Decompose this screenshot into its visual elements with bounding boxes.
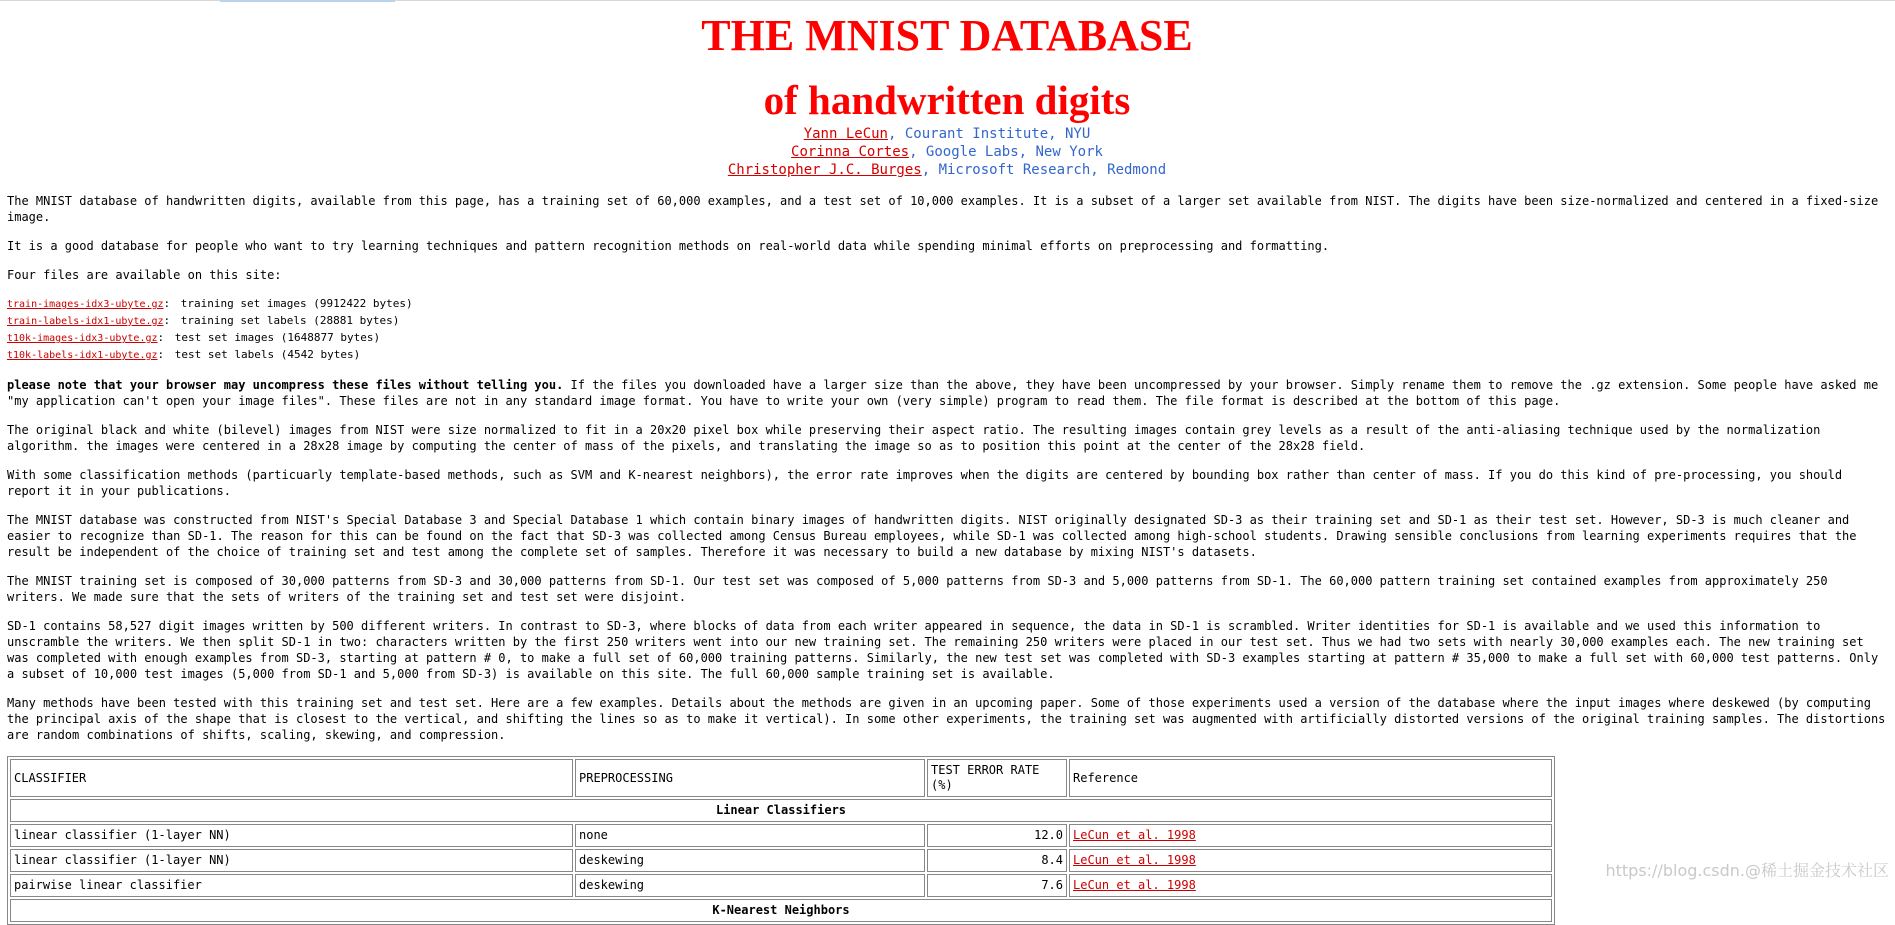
- file-desc: test set labels (4542 bytes): [174, 348, 361, 361]
- methods-paragraph: Many methods have been tested with this training set and test set. Here are a few examples. Details about the methods are given in an upcoming paper. Some of those experiments used a version of the database where the input images where deskewed (by computing the principal axis of the shape that is closest to the vertical, and shifting the lines so as to make it vertical). In some other experiments, the training set was augmented with artificially distorted versions of the original training samples. The distortions are random combinations of shifts, scaling, skewing, and compression.: [7, 696, 1886, 742]
- header-error-rate: TEST ERROR RATE (%): [927, 759, 1067, 797]
- construction-paragraph: The MNIST database was constructed from NIST's Special Database 3 and Special Database 1 which contain binary images of handwritten digits. NIST originally designated SD-3 as their training set and SD-1 as their test set. However, SD-3 is much cleaner and easier to recognize than SD-1. The reason for this can be found on the fact that SD-3 was collected among Census Bureau employees, while SD-1 was collected among high-school students. Drawing sensible conclusions from learning experiments requires that the result be independent of the choice of training set and test among the complete set of samples. Therefore it was necessary to build a new database by mixing NIST's datasets.: [7, 513, 1857, 559]
- cell-classifier: pairwise linear classifier: [10, 874, 573, 897]
- cell-reference: [1069, 824, 1552, 847]
- table-header-row: [10, 759, 1552, 797]
- cell-preprocessing: deskewing: [575, 874, 925, 897]
- author-line: [7, 161, 1887, 179]
- file-row: train-images-idx3-ubyte.gz: training set images (9912422 bytes): [7, 297, 413, 310]
- page-subtitle: of handwritten digits: [763, 77, 1131, 123]
- training-set-paragraph: The MNIST training set is composed of 30,000 patterns from SD-3 and 30,000 patterns from SD-1. Our test set was composed of 5,000 patterns from SD-3 and 5,000 patterns from SD-1. The 60,000 pattern training set contained examples from approximately 250 writers. We made sure that the sets of writers of the training set and test set were disjoint.: [7, 574, 1828, 604]
- file-link-train-images[interactable]: train-images-idx3-ubyte.gz: [7, 299, 164, 310]
- file-desc: test set images (1648877 bytes): [174, 331, 381, 344]
- authors-block: [7, 125, 1887, 179]
- file-row: train-labels-idx1-ubyte.gz: training set labels (28881 bytes): [7, 314, 400, 327]
- author-link-burges[interactable]: Christopher J.C. Burges: [727, 162, 922, 178]
- four-files-label: Four files are available on this site:: [7, 268, 282, 282]
- original-images-paragraph: The original black and white (bilevel) images from NIST were size normalized to fit in a 20x20 pixel box while preserving their aspect ratio. The resulting images contain grey levels as a result of the anti-aliasing technique used by the normalization algorithm. the images were centered in a 28x28 image by computing the center of mass of the pixels, and translating the image so as to position this point at the center of the 28x28 field.: [7, 423, 1821, 453]
- author-affiliation: , Courant Institute, NYU: [888, 126, 1091, 142]
- file-link-test-labels[interactable]: t10k-labels-idx1-ubyte.gz: [7, 350, 158, 361]
- author-line: [7, 143, 1887, 161]
- section-row: [10, 799, 1552, 822]
- results-table: [7, 756, 1555, 925]
- cell-reference: [1069, 874, 1552, 897]
- file-desc: training set labels (28881 bytes): [180, 314, 400, 327]
- page-content: [7, 6, 1887, 925]
- author-line: [7, 125, 1887, 143]
- table-row: [10, 849, 1552, 872]
- section-k-nearest-neighbors: K-Nearest Neighbors: [10, 899, 1552, 922]
- author-link-cortes[interactable]: Corinna Cortes: [791, 144, 910, 160]
- page-title: THE MNIST DATABASE: [701, 11, 1193, 60]
- reference-link[interactable]: LeCun et al. 1998: [1073, 828, 1196, 842]
- file-link-train-labels[interactable]: train-labels-idx1-ubyte.gz: [7, 316, 164, 327]
- note-bold: please note that your browser may uncompress these files without telling you.: [7, 378, 564, 392]
- reference-link[interactable]: LeCun et al. 1998: [1073, 853, 1196, 867]
- reference-link[interactable]: LeCun et al. 1998: [1073, 878, 1196, 892]
- cell-error-rate: 7.6: [927, 874, 1067, 897]
- cell-reference: [1069, 849, 1552, 872]
- cell-error-rate: 8.4: [927, 849, 1067, 872]
- note-text: If the files you downloaded have a larger size than the above, they have been uncompressed by your browser. Simply rename them to remove the .gz extension. Some people have asked me "my application can't open your image files". These files are not in any standard image format. You have to write your own (very simple) program to read them. The file format is described at the bottom of this page.: [7, 378, 1879, 408]
- intro-paragraph: The MNIST database of handwritten digits, available from this page, has a training set of 60,000 examples, and a test set of 10,000 examples. It is a subset of a larger set available from NIST. The digits have been size-normalized and centered in a fixed-size image.: [7, 194, 1879, 224]
- file-list: [7, 296, 1887, 364]
- section-linear-classifiers: Linear Classifiers: [10, 799, 1552, 822]
- table-row: [10, 874, 1552, 897]
- file-desc: training set images (9912422 bytes): [180, 297, 413, 310]
- note-paragraph: [7, 377, 1887, 409]
- cell-error-rate: 12.0: [927, 824, 1067, 847]
- header-preprocessing: PREPROCESSING: [575, 759, 925, 797]
- header-reference: Reference: [1069, 759, 1552, 797]
- cell-preprocessing: none: [575, 824, 925, 847]
- table-row: [10, 824, 1552, 847]
- cell-preprocessing: deskewing: [575, 849, 925, 872]
- author-affiliation: , Google Labs, New York: [909, 144, 1103, 160]
- tab-accent: [220, 0, 395, 2]
- file-row: t10k-images-idx3-ubyte.gz: test set images (1648877 bytes): [7, 331, 381, 344]
- author-affiliation: , Microsoft Research, Redmond: [921, 162, 1167, 178]
- cell-classifier: linear classifier (1-layer NN): [10, 849, 573, 872]
- file-link-test-images[interactable]: t10k-images-idx3-ubyte.gz: [7, 333, 158, 344]
- watermark: https://blog.csdn.@稀土掘金技术社区: [1605, 861, 1889, 880]
- cell-classifier: linear classifier (1-layer NN): [10, 824, 573, 847]
- author-link-lecun[interactable]: Yann LeCun: [803, 126, 888, 142]
- header-classifier: CLASSIFIER: [10, 759, 573, 797]
- section-row: [10, 899, 1552, 922]
- sd1-paragraph: SD-1 contains 58,527 digit images written by 500 different writers. In contrast to SD-3, where blocks of data from each writer appeared in sequence, the data in SD-1 is scrambled. Writer identities for SD-1 is available and we used this information to unscramble the writers. We then split SD-1 in two: characters written by the first 250 writers went into our new training set. The remaining 250 writers were placed in our test set. Thus we had two sets with nearly 30,000 examples each. The new training set was completed with enough examples from SD-3, starting at pattern # 0, to make a full set of 60,000 training patterns. Similarly, the new test set was completed with SD-3 examples starting at pattern # 35,000 to make a full set with 60,000 test patterns. Only a subset of 10,000 test images (5,000 from SD-1 and 5,000 from SD-3) is available on this site. The full 60,000 sample training set is available.: [7, 619, 1879, 681]
- good-database-paragraph: It is a good database for people who want to try learning techniques and pattern recognition methods on real-world data while spending minimal efforts on preprocessing and formatting.: [7, 239, 1330, 253]
- classification-paragraph: With some classification methods (particuarly template-based methods, such as SVM and K-nearest neighbors), the error rate improves when the digits are centered by bounding box rather than center of mass. If you do this kind of pre-processing, you should report it in your publications.: [7, 468, 1843, 498]
- file-row: t10k-labels-idx1-ubyte.gz: test set labels (4542 bytes): [7, 348, 361, 361]
